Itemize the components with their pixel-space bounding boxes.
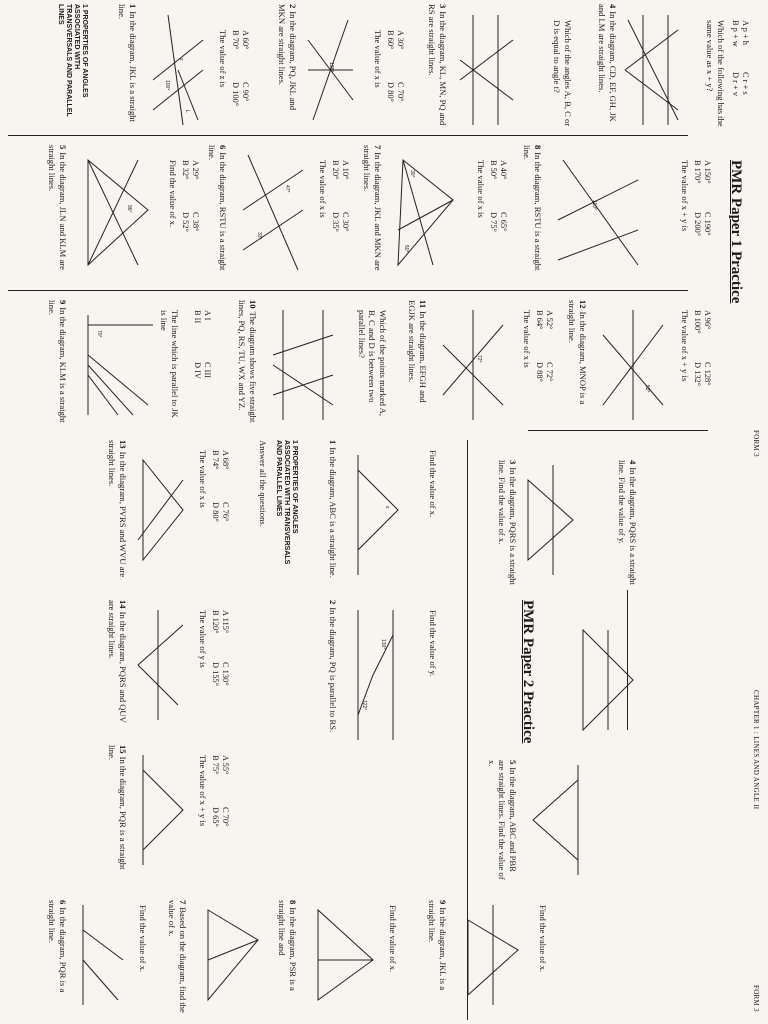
question-number: 10 xyxy=(248,300,258,309)
question-number: 2 xyxy=(328,600,338,605)
figure-p2q9 xyxy=(458,900,528,1010)
question-number: 8 xyxy=(533,145,543,150)
question-number: 9 xyxy=(438,900,448,905)
question-4 xyxy=(597,4,618,129)
p2-question-9-stem: Find the value of x. xyxy=(538,905,548,973)
question-number: 6 xyxy=(58,900,68,905)
paper2-instruction: Answer all the questions. xyxy=(258,440,268,527)
question-number: 4 xyxy=(628,460,638,465)
option-a: A p + h xyxy=(741,20,750,45)
question-7-options xyxy=(488,160,508,264)
figure-q9 xyxy=(78,305,158,425)
question-2-stem: The value of x is xyxy=(373,30,383,88)
option-d: D 35° xyxy=(331,212,340,232)
figure-p2q5 xyxy=(528,760,598,880)
fig-label: 70° xyxy=(96,330,102,338)
p2-question-1 xyxy=(328,440,339,590)
option-c: C 128° xyxy=(703,362,712,386)
option-c: C 70° xyxy=(221,807,230,827)
paper1-section-heading xyxy=(56,4,88,124)
option-a: A 40° xyxy=(499,160,508,180)
option-c: C 130° xyxy=(221,662,230,686)
question-10-stem: Which of the points marked A, B, C and D is between two parallel lines? xyxy=(357,310,388,416)
question-7 xyxy=(362,145,383,280)
figure-q14 xyxy=(133,605,188,725)
figure-q11 xyxy=(438,305,508,425)
fig-label: 30° xyxy=(409,170,415,178)
question-number: 6 xyxy=(218,145,228,150)
question-text: In the diagram, PQRS and QUV are straight lines. xyxy=(107,600,128,723)
figure-q6 xyxy=(238,150,308,275)
option-b: B 170° xyxy=(693,160,702,184)
figure-q13 xyxy=(133,450,188,570)
question-number: 5 xyxy=(58,145,68,150)
p2-question-2-stem: Find the value of y. xyxy=(428,610,438,677)
question-text: In the diagram, PVRS and WVU are straight lines. xyxy=(107,440,128,578)
question-6-options xyxy=(330,160,350,264)
question-8-stem: The value of x + y is xyxy=(680,160,690,232)
question-4-stem: Which of the following has the same value as x + y? xyxy=(705,20,726,127)
option-b: B 75° xyxy=(211,755,220,775)
option-c: C 38° xyxy=(191,212,200,232)
p2-question-1-stem: Find the value of x. xyxy=(428,450,438,518)
figure-q1 xyxy=(148,10,208,130)
option-b: B 70° xyxy=(231,30,240,50)
question-5 xyxy=(47,145,68,280)
question-text: In the diagram, PQ, JKL and MKN are straight lines. xyxy=(277,4,298,111)
option-c: C 90° xyxy=(241,82,250,102)
option-a: A I xyxy=(203,310,212,321)
question-text: In the diagram, PQR is a straight line. xyxy=(107,745,128,870)
question-3-stem: Which of the angles A, B, C or D is equal to angle t? xyxy=(552,20,573,127)
column-divider xyxy=(8,135,688,136)
question-9 xyxy=(47,300,68,425)
option-a: A 150° xyxy=(703,160,712,184)
p2-question-7 xyxy=(167,900,188,1015)
p2-question-9 xyxy=(427,900,448,1015)
question-number: 13 xyxy=(118,440,128,449)
figure-p2q8 xyxy=(308,900,378,1010)
figure-p2q6 xyxy=(73,900,128,1010)
p2-question-3 xyxy=(497,460,518,600)
option-d: D 52° xyxy=(181,212,190,232)
question-text: In the diagram, CD, EF, GH, JK and LM are straight lines. xyxy=(597,4,618,122)
question-number: 14 xyxy=(118,600,128,609)
chapter-label: CHAPTER 1 : LINES AND ANGLE II xyxy=(752,690,760,810)
option-d: D 155° xyxy=(211,662,220,687)
option-a: A 68° xyxy=(221,450,230,470)
option-b: B 100° xyxy=(693,310,702,334)
option-a: A 96° xyxy=(703,310,712,330)
form-label-right: FORM 3 xyxy=(752,985,760,1012)
figure-p2q7 xyxy=(198,900,268,1010)
question-number: 1 xyxy=(128,4,138,9)
option-d: D 75° xyxy=(489,212,498,232)
option-a: A 29° xyxy=(191,160,200,180)
option-d: D 65° xyxy=(211,807,220,827)
question-6-stem: The value of x is xyxy=(318,160,328,218)
form-label-left: FORM 3 xyxy=(752,430,760,457)
figure-q3 xyxy=(458,10,518,130)
p2-question-4 xyxy=(617,460,638,600)
fig-label: 50° xyxy=(403,245,409,253)
question-4-options xyxy=(730,20,750,124)
question-number: 12 xyxy=(578,300,588,309)
option-a: A 52° xyxy=(545,310,554,330)
question-text: Based on the diagram, find the value of x. xyxy=(167,900,188,1013)
option-d: D 88° xyxy=(535,362,544,382)
p2-question-5 xyxy=(487,760,519,880)
paper1-title: PMR Paper 1 Practice xyxy=(728,160,744,304)
fig-label: 96° xyxy=(126,205,132,213)
fig-label: 72° xyxy=(476,355,482,363)
p2-question-6-stem: Find the value of x. xyxy=(138,905,148,973)
option-b: B 32° xyxy=(181,160,190,180)
question-text: In the diagram, ABC is a straight line. xyxy=(328,447,338,578)
fig-label: 110° xyxy=(591,200,597,210)
section-number: 1 xyxy=(81,4,88,8)
paper2-section-heading xyxy=(274,440,298,580)
question-10 xyxy=(237,300,258,425)
question-number: 8 xyxy=(288,900,298,905)
question-text: In the diagram, EFGH and EGJK are straight lines. xyxy=(407,300,428,403)
option-b: B 64° xyxy=(535,310,544,330)
question-text: In the diagram, RSTU is a straight line. xyxy=(207,145,228,271)
option-d: D 100° xyxy=(231,82,240,107)
column-divider xyxy=(8,290,688,291)
question-1 xyxy=(117,4,138,129)
question-1-stem: The value of z is xyxy=(218,30,228,88)
figure-p2q2 xyxy=(348,605,408,745)
p2-question-2 xyxy=(328,600,339,750)
question-12-options xyxy=(692,310,712,414)
option-a: A 30° xyxy=(396,30,405,50)
option-a: A 10° xyxy=(341,160,350,180)
question-6 xyxy=(207,145,228,280)
figure-q4 xyxy=(623,10,683,130)
question-13 xyxy=(107,440,128,580)
question-8-options xyxy=(692,160,712,264)
figure-q12 xyxy=(598,305,668,425)
question-15 xyxy=(107,745,128,875)
question-text: In the diagram, JKL is a straight line. xyxy=(117,4,138,122)
question-2-options xyxy=(385,30,405,134)
question-9-options xyxy=(192,310,212,414)
option-c: C r + s xyxy=(741,72,750,95)
question-12-stem: The value of x + y is xyxy=(680,310,690,382)
section-number: 1 xyxy=(291,440,298,444)
fig-label: 122° xyxy=(361,700,367,711)
question-3 xyxy=(427,4,448,129)
option-b: B 74° xyxy=(211,450,220,470)
question-text: In the diagram, KL, MN, PQ and RS are straight lines. xyxy=(427,4,448,126)
p2-question-8 xyxy=(277,900,298,1015)
question-number: 1 xyxy=(328,440,338,445)
option-d: D 200° xyxy=(693,212,702,237)
question-8 xyxy=(522,145,543,280)
option-d: D IV xyxy=(193,362,202,379)
question-number: 15 xyxy=(118,745,128,754)
figure-p2q4 xyxy=(578,620,638,740)
figure-q8 xyxy=(553,150,648,275)
option-c: C 190° xyxy=(703,212,712,236)
fig-label: 47° xyxy=(284,185,290,193)
option-b: B 50° xyxy=(489,160,498,180)
option-b: B 120° xyxy=(211,610,220,634)
question-number: 7 xyxy=(373,145,383,150)
option-b: B 60° xyxy=(386,30,395,50)
option-c: C 65° xyxy=(499,212,508,232)
question-text: In the diagram, JKL and MKN are straight lines. xyxy=(362,145,383,271)
question-11-options xyxy=(534,310,554,414)
option-a: A 60° xyxy=(241,30,250,50)
fig-label: 52° xyxy=(644,385,650,393)
question-number: 3 xyxy=(508,460,518,465)
option-b: B 20° xyxy=(331,160,340,180)
paper2-title: PMR Paper 2 Practice xyxy=(520,600,536,744)
question-14-stem: The value of y is xyxy=(198,610,208,668)
option-d: D 80° xyxy=(386,82,395,102)
question-1-options xyxy=(230,30,250,134)
question-number: 11 xyxy=(418,300,428,309)
question-number: 9 xyxy=(58,300,68,305)
question-5-options xyxy=(180,160,200,264)
figure-q2 xyxy=(303,10,358,130)
question-number: 3 xyxy=(438,4,448,9)
question-text: In the diagram, KLM is a straight line. xyxy=(47,300,68,423)
option-c: C 72° xyxy=(545,362,554,382)
question-12 xyxy=(567,300,588,425)
question-text: In the diagram, PQRS is a straight line. Find the value of x. xyxy=(497,460,518,585)
question-7-stem: The value of x is xyxy=(476,160,486,218)
question-number: 2 xyxy=(288,4,298,9)
fig-label: z xyxy=(178,58,184,61)
option-c: C III xyxy=(203,362,212,379)
option-b: B p + w xyxy=(731,20,740,47)
figure-q10 xyxy=(268,305,338,425)
fig-label: L xyxy=(184,110,190,113)
question-9-stem: The line which is parallel to JK is line xyxy=(159,310,180,418)
question-text: In the diagram, ABC and PBR are straight lines. Find the value of x. xyxy=(487,760,518,880)
fig-label: 33° xyxy=(256,232,262,240)
fig-label: 130° xyxy=(380,639,386,650)
question-text: In the diagram, PQR is a straight line. xyxy=(47,900,68,993)
figure-q7 xyxy=(388,150,463,275)
question-13-options xyxy=(210,450,230,554)
p2-question-6 xyxy=(47,900,68,1015)
question-11 xyxy=(407,300,428,425)
option-d: D 132° xyxy=(693,362,702,387)
section-title: PROPERTIES OF ANGLES ASSOCIATED WITH TRANSVERSALS AND PARALLEL LINES xyxy=(275,440,298,565)
question-14-options xyxy=(210,610,230,714)
option-c: C 70° xyxy=(396,82,405,102)
question-text: In the diagram, RSTU is a straight line. xyxy=(522,145,543,271)
option-d: D r + v xyxy=(731,72,740,97)
p2-question-8-stem: Find the value of x. xyxy=(388,905,398,973)
question-number: 7 xyxy=(178,900,188,905)
section-title: PROPERTIES OF ANGLES ASSOCIATED WITH TRANSVERSALS AND PARALLEL LINES xyxy=(57,4,88,117)
question-11-stem: The value of x is xyxy=(522,310,532,368)
question-number: 5 xyxy=(508,760,518,765)
question-text: In the diagram, MNOP is a straight line. xyxy=(567,300,588,405)
question-14 xyxy=(107,600,128,730)
figure-q15 xyxy=(133,750,188,870)
question-13-stem: The value of x is xyxy=(198,450,208,508)
option-c: C 76° xyxy=(221,502,230,522)
question-text: In the diagram, PQRS is a straight line. Find the value of y. xyxy=(617,460,638,585)
figure-p2q3 xyxy=(523,460,578,580)
option-b: B II xyxy=(193,310,202,324)
figure-q5 xyxy=(78,150,158,275)
option-d: D 80° xyxy=(211,502,220,522)
option-a: A 115° xyxy=(221,610,230,634)
question-text: In the diagram, PSR is a straight line and xyxy=(277,900,298,991)
question-text: In the diagram, JKL is a straight line. xyxy=(427,900,448,991)
question-5-stem: Find the value of x. xyxy=(168,160,178,228)
fig-label: x xyxy=(384,506,390,509)
option-c: C 30° xyxy=(341,212,350,232)
question-text: In the diagram, PQ is parallel to RS. xyxy=(328,607,338,733)
question-text: The diagram shows five straight lines, PQ, RS, TU, WX and YZ. xyxy=(237,300,258,423)
fig-label: 135° xyxy=(328,62,334,73)
question-15-options xyxy=(210,755,230,859)
question-15-stem: The value of x + y is xyxy=(198,755,208,827)
figure-p2q1 xyxy=(348,450,408,580)
fig-label: 100° xyxy=(164,80,170,91)
question-2 xyxy=(277,4,298,129)
question-number: 4 xyxy=(608,4,618,9)
question-text: In the diagram, JLN and KLM are straight lines. xyxy=(47,145,68,270)
option-a: A 55° xyxy=(221,755,230,775)
column-divider xyxy=(528,430,708,431)
